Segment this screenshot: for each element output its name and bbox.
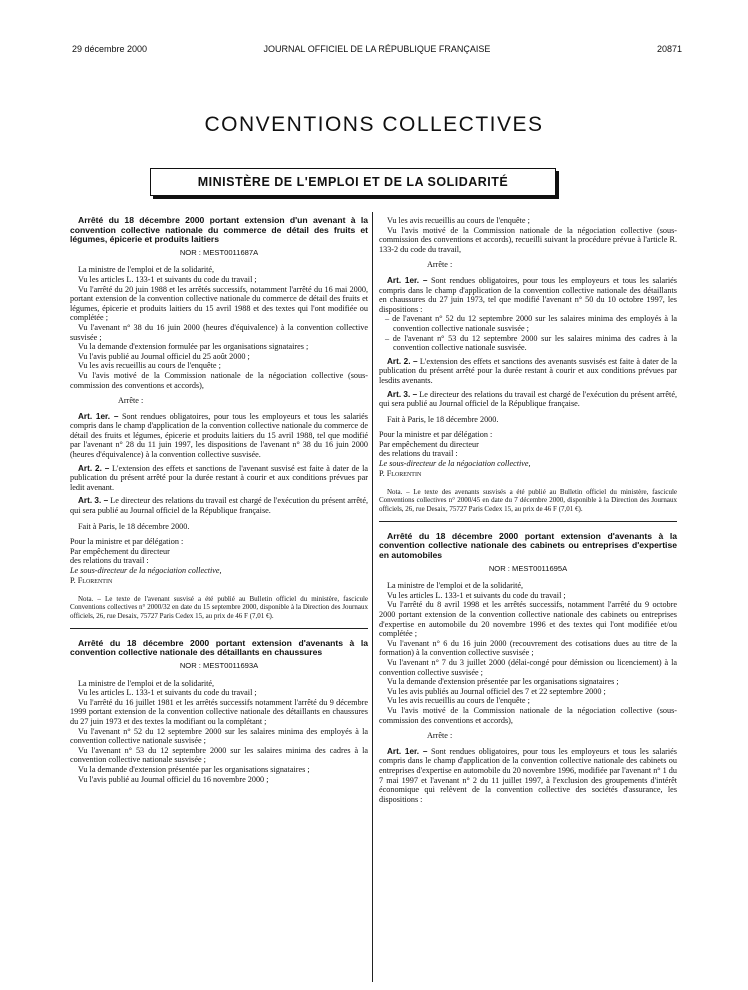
arrete1-p4: Vu l'avenant n° 38 du 16 juin 2000 (heures d'équivalence) à la convention collective susvisée ; (70, 322, 368, 342)
arrete1-title: Arrêté du 18 décembre 2000 portant extension d'un avenant à la convention collective nationale du commerce de détail des fruits et légumes, épicerie et produits laitiers (70, 215, 368, 245)
journal-name: JOURNAL OFFICIEL DE LA RÉPUBLIQUE FRANÇAISE (263, 44, 491, 54)
arrete2-nor: NOR : MEST0011693A (179, 660, 259, 670)
arrete2-p7: Vu l'avis publié au Journal officiel du 16 novembre 2000 ; (78, 774, 269, 784)
arrete1-nor: NOR : MEST0011687A (179, 247, 259, 257)
arrete2-signature-title: Le sous-directeur de la négociation collective, (379, 459, 531, 469)
left-column (70, 216, 368, 784)
arrete2-p6: Vu la demande d'extension présentée par les organisations signataires ; (78, 764, 310, 774)
arrete3-p7: Vu les avis publiés au Journal officiel des 7 et 22 septembre 2000 ; (387, 686, 606, 696)
article-label: Art. 1er. – (78, 411, 119, 421)
arrete1-p2: Vu les articles L. 133-1 et suivants du code du travail ; (78, 274, 257, 284)
arrete1-article-3 (70, 496, 368, 515)
arrete2-dash-item: – de l'avenant n° 53 du 12 septembre 2000 sur les salaires minima des cadres à la convention collective nationale susvisée. (385, 333, 677, 353)
arrete1-signature-line: des relations du travail : (70, 556, 149, 566)
column-divider (372, 212, 373, 982)
arrete1-signature-line: Pour la ministre et par délégation : (70, 537, 184, 547)
arrete2-dash-item: – de l'avenant n° 52 du 12 septembre 2000 sur les salaires minima des employés à la convention collective nationale susvisée ; (385, 314, 677, 333)
separator-rule (70, 628, 368, 629)
right-column (379, 216, 677, 804)
arrete1-signature-line: Par empêchement du directeur (70, 546, 170, 556)
arrete1-article-2 (70, 464, 368, 493)
arrete1-article-1 (70, 412, 368, 460)
article-text: Le directeur des relations du travail est chargé de l'exécution du présent arrêté, qui sera publié au Journal officiel de la République française. (379, 389, 677, 409)
arrete1-fait: Fait à Paris, le 18 décembre 2000. (78, 521, 190, 531)
article-text: Sont rendues obligatoires, pour tous les employeurs et tous les salariés compris dans le champ d'application de la convention collective nationale du commerce de détail des fruits et légumes, épicerie et produits laitiers du 15 avril 1988, tel que modifié par l'avenant n° 28 du 11 juin 1997, les dispositions de l'avenant n° 38 du 16 juin 2000 (heures d'équivalence) à la convention collective susvisée. (70, 411, 368, 460)
article-label: Art. 3. – (78, 496, 109, 506)
arrete2-p1: La ministre de l'emploi et de la solidarité, (78, 678, 215, 688)
article-label: Art. 2. – (78, 463, 110, 473)
arrete2-signature-line: Par empêchement du directeur (379, 439, 479, 449)
article-label: Art. 2. – (387, 356, 418, 366)
arrete3-nor: NOR : MEST0011695A (488, 563, 568, 573)
arrete1-nota: Nota. – Le texte de l'avenant susvisé a été publié au Bulletin officiel du ministère, fascicule Conventions collectives n° 2000/32 en date du 15 septembre 2000, disponible à la Direction des Journaux officiels, 26, rue Desaix, 75727 Paris Cedex 15, au prix de 46 F (7,01 €). (70, 595, 368, 620)
arrete3-p5: Vu l'avenant n° 7 du 3 juillet 2000 (délai-congé pour démission ou licenciement) à la convention collective susvisée ; (379, 657, 677, 677)
arrete2-p8: Vu les avis recueillis au cours de l'enquête ; (387, 216, 530, 225)
arrete3-p6: Vu la demande d'extension présentée par les organisations signataires ; (387, 677, 619, 687)
arrete2-fait: Fait à Paris, le 18 décembre 2000. (387, 414, 499, 424)
arrete3-p3: Vu l'arrêté du 8 avril 1998 et les arrêtés successifs, notamment l'arrêté du 9 octobre 2000 portant extension de la convention collective nationale des cabinets ou entreprises d'expertise en automobile du 20 novembre 1996 et des textes qui l'ont modifiée et/ou complétée ; (379, 600, 677, 639)
article-text: Le directeur des relations du travail est chargé de l'exécution du présent arrêté, qui sera publié au Journal officiel de la République française. (70, 496, 368, 516)
arrete3-article-1 (379, 747, 677, 805)
arrete1-p7: Vu les avis recueillis au cours de l'enquête ; (78, 361, 221, 371)
arrete2-article-3 (379, 390, 677, 409)
arrete2-title: Arrêté du 18 décembre 2000 portant extension d'avenants à la convention collective nationale des détaillants en chaussures (70, 637, 368, 658)
arrete3-title: Arrêté du 18 décembre 2000 portant extension d'avenants à la convention collective nationale des cabinets ou entreprises d'expertise en automobiles (379, 530, 677, 561)
arrete3-p1: La ministre de l'emploi et de la solidarité, (387, 581, 524, 591)
article-text: Sont rendues obligatoires, pour tous les employeurs et tous les salariés compris dans le champ d'application de la convention collective nationale des cabinets ou entreprises d'expertise en automobile du 20 novembre 1996, modifiée par l'avenant n° 1 du 7 mai 1997 et l'avenant n° 2 du 11 juillet 1997, à l'exclusion des groupements d'intérêt économique qui relèvent de la convention collective des sociétés d'assurance, les dispositions : (379, 746, 677, 804)
arrete3-p4: Vu l'avenant n° 6 du 16 juin 2000 (recouvrement des cotisations dues au titre de la formation) à la convention collective susvisée ; (379, 638, 677, 658)
arrete2-signature-line: des relations du travail : (379, 449, 458, 459)
arrete2-p9: Vu l'avis motivé de la Commission nationale de la négociation collective (sous-commission des conventions et accords), recueilli suivant la procédure prévue à l'article R. 133-2 du code du travail, (379, 225, 677, 254)
article-label: Art. 1er. – (387, 275, 428, 285)
running-head (72, 44, 682, 58)
article-text: L'extension des effets et sanctions des avenants susvisés est faite à dater de la publication du présent arrêté pour la durée restant à courir et aux conditions prévues par lesdits avenants. (379, 356, 677, 385)
arrete3-p8: Vu les avis recueillis au cours de l'enquête ; (387, 696, 530, 706)
arrete1-signatory: P. Florentin (70, 575, 113, 585)
arrete1-p1: La ministre de l'emploi et de la solidarité, (78, 265, 215, 275)
arrete1-arrete-label: Arrête : (118, 396, 144, 406)
arrete2-p4: Vu l'avenant n° 52 du 12 septembre 2000 sur les salaires minima des employés à la convention collective nationale susvisée ; (70, 726, 368, 746)
arrete2-p5: Vu l'avenant n° 53 du 12 septembre 2000 sur les salaires minima des cadres à la convention collective nationale susvisée ; (70, 745, 368, 765)
separator-rule (379, 521, 677, 522)
arrete1-p8: Vu l'avis motivé de la Commission nationale de la négociation collective (sous-commission des conventions et accords), (70, 370, 368, 390)
article-label: Art. 1er. – (387, 746, 428, 756)
arrete1-p3: Vu l'arrêté du 20 juin 1988 et les arrêtés successifs, notamment l'arrêté du 16 mai 2000, portant extension de la convention collective nationale du commerce de détail des fruits et légumes, épicerie et produits laitiers du 15 avril 1988 et des textes qui l'ont modifiée ou complétée ; (70, 284, 368, 323)
arrete2-article-1 (379, 276, 677, 314)
arrete2-arrete-label: Arrête : (427, 260, 453, 270)
arrete1-p5: Vu la demande d'extension formulée par les organisations signataires ; (78, 342, 309, 352)
arrete2-nota: Nota. – Le texte des avenants susvisés a été publié au Bulletin officiel du ministère, fascicule Conventions collectives n° 2000/45 en date du 7 décembre 2000, disponible à la Direction des Journaux officiels, 26, rue Desaix, 75727 Paris Cedex 15, au prix de 46 F (7,01 €). (379, 488, 677, 513)
ministry-box (150, 168, 556, 196)
arrete2-p3: Vu l'arrêté du 16 juillet 1981 et les arrêtés successifs notamment l'arrêté du 9 décembre 1999 portant extension de la convention collective nationale des détaillants en chaussures du 27 juin 1973 et des textes la modifiant ou la complétant ; (70, 697, 368, 726)
arrete3-arrete-label: Arrête : (427, 731, 453, 741)
arrete3-p2: Vu les articles L. 133-1 et suivants du code du travail ; (387, 590, 566, 600)
arrete2-article-2 (379, 357, 677, 386)
arrete1-p6: Vu l'avis publié au Journal officiel du 25 août 2000 ; (78, 351, 250, 361)
section-title: CONVENTIONS COLLECTIVES (204, 113, 544, 136)
article-text: L'extension des effets et sanctions de l'avenant susvisé est faite à dater de la publication du présent arrêté pour la durée restant à courir et aux conditions prévues par ledit avenant. (70, 463, 368, 492)
page-number: 20871 (656, 44, 682, 54)
article-text: Sont rendues obligatoires, pour tous les employeurs et tous les salariés compris dans le champ d'application de la convention collective nationale des détaillants en chaussures du 27 juin 1973, tel que modifié l'avenant n° 50 du 10 octobre 1997, les dispositions : (379, 275, 677, 314)
arrete1-signature-title: Le sous-directeur de la négociation collective, (70, 566, 222, 575)
article-label: Art. 3. – (387, 389, 418, 399)
issue-date: 29 décembre 2000 (72, 44, 148, 54)
arrete2-signatory: P. Florentin (379, 468, 422, 478)
arrete2-p2: Vu les articles L. 133-1 et suivants du code du travail ; (78, 688, 257, 698)
arrete3-p9: Vu l'avis motivé de la Commission nationale de la négociation collective (sous-commission des conventions et accords), (379, 705, 677, 725)
ministry-name: MINISTÈRE DE L'EMPLOI ET DE LA SOLIDARITÉ (197, 175, 509, 189)
arrete2-signature-line: Pour la ministre et par délégation : (379, 430, 493, 440)
